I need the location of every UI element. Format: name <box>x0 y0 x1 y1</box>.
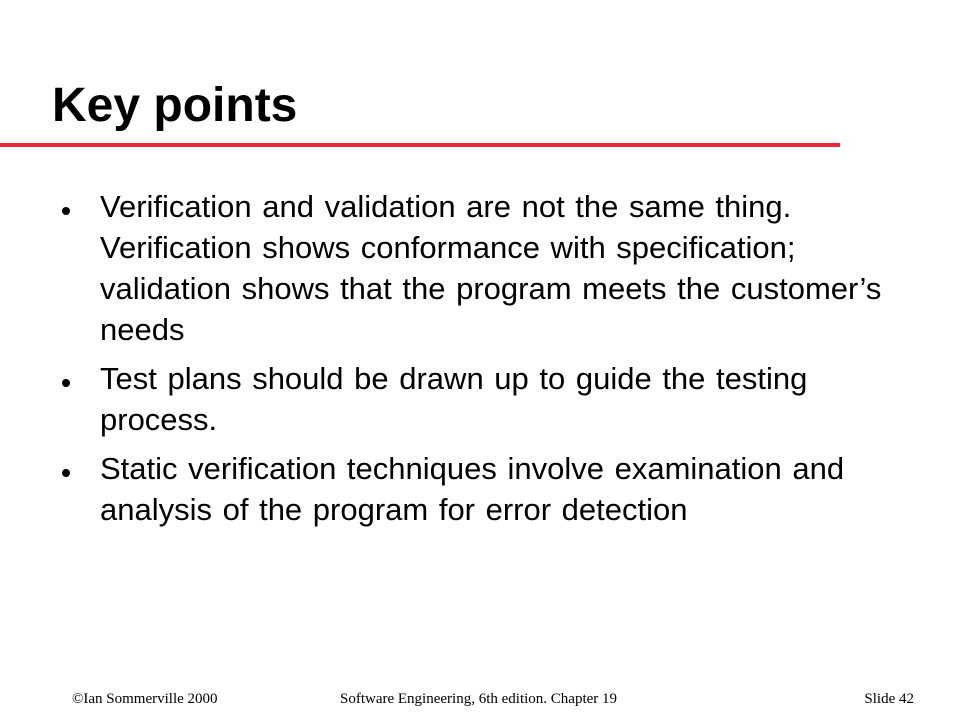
title-underline <box>0 143 840 147</box>
footer-copyright: ©Ian Sommerville 2000 <box>72 691 218 707</box>
bullet-icon <box>62 207 70 215</box>
bullet-icon <box>62 379 70 387</box>
footer-slide-number: Slide 42 <box>864 691 914 707</box>
bullet-item <box>62 448 922 530</box>
bullet-text: Static verification techniques involve examination and analysis of the program for error detection <box>100 451 845 527</box>
bullet-list <box>62 186 922 538</box>
footer-book-title: Software Engineering, 6th edition. Chapter 19 <box>340 691 618 707</box>
bullet-item <box>62 186 922 350</box>
bullet-item <box>62 358 922 440</box>
bullet-icon <box>62 469 70 477</box>
bullet-text: Test plans should be drawn up to guide the testing process. <box>100 361 808 437</box>
slide-title: Key points <box>52 79 298 132</box>
bullet-text: Verification and validation are not the same thing. Verification shows conformance with specification; validation shows that the program meets the customer’s needs <box>100 189 882 347</box>
